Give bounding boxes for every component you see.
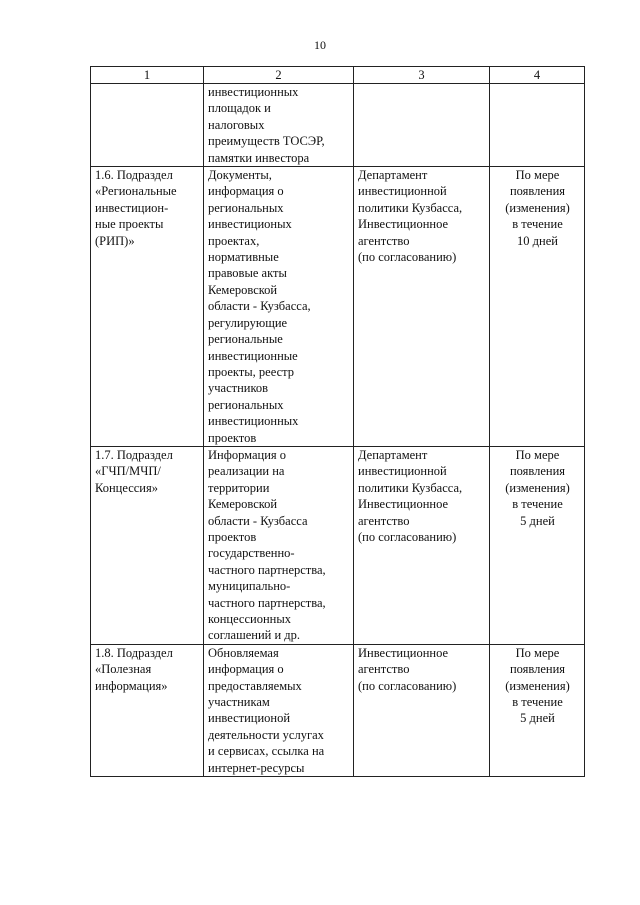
cell-responsible (354, 446, 490, 644)
cell-term (490, 446, 585, 644)
section-text: 1.6. Подраздел «Региональные инвестицион- ные проекты (РИП)» (95, 168, 177, 248)
responsible-text: Департамент инвестиционной политики Кузбасса, Инвестиционное агентство (по согласованию) (358, 168, 463, 265)
column-header-2: 2 (204, 67, 354, 84)
responsible-text: Департамент инвестиционной политики Кузбасса, Инвестиционное агентство (по согласованию) (358, 447, 463, 544)
page-number: 10 (314, 38, 326, 52)
table-header-row (91, 67, 585, 84)
cell-responsible (354, 84, 490, 167)
column-header-4: 4 (490, 67, 585, 84)
table-row (91, 644, 585, 776)
section-text: 1.7. Подраздел «ГЧП/МЧП/ Концессия» (95, 447, 173, 495)
cell-content (204, 84, 354, 167)
section-text: 1.8. Подраздел «Полезная информация» (95, 645, 173, 693)
term-text: По мере появления (изменения) в течение 5 дней (505, 645, 570, 726)
cell-responsible (354, 167, 490, 447)
cell-section (91, 167, 204, 447)
content-text: Обновляемая информация о предоставляемых участникам инвестиционой деятельности услугах и сервисах, ссылка на интернет-ресурсы (208, 645, 325, 775)
content-text: Информация о реализации на территории Кемеровской области - Кузбасса проектов государственно- частного партнерства, муниципально- частного партнерства, концессионных соглашений и др. (208, 447, 326, 643)
cell-responsible (354, 644, 490, 776)
cell-content (204, 446, 354, 644)
content-text: инвестиционных площадок и налоговых преимуществ ТОСЭР, памятки инвестора (208, 85, 325, 165)
column-header-3: 3 (354, 67, 490, 84)
document-table (90, 66, 585, 777)
table-row (91, 84, 585, 167)
table-row (91, 167, 585, 447)
cell-term (490, 167, 585, 447)
cell-section (91, 446, 204, 644)
cell-section (91, 84, 204, 167)
column-header-1: 1 (91, 67, 204, 84)
cell-section (91, 644, 204, 776)
cell-content (204, 167, 354, 447)
content-text: Документы, информация о региональных инвестиционых проектах, нормативные правовые акты Кемеровской области - Кузбасса, регулирующие региональные инвестиционные проекты, реестр участников региональных инвестиционных проектов (208, 168, 311, 445)
cell-term (490, 84, 585, 167)
term-text: По мере появления (изменения) в течение 10 дней (505, 168, 570, 248)
table-row (91, 446, 585, 644)
cell-term (490, 644, 585, 776)
cell-content (204, 644, 354, 776)
term-text: По мере появления (изменения) в течение 5 дней (505, 447, 570, 528)
responsible-text: Инвестиционное агентство (по согласованию) (358, 645, 457, 693)
